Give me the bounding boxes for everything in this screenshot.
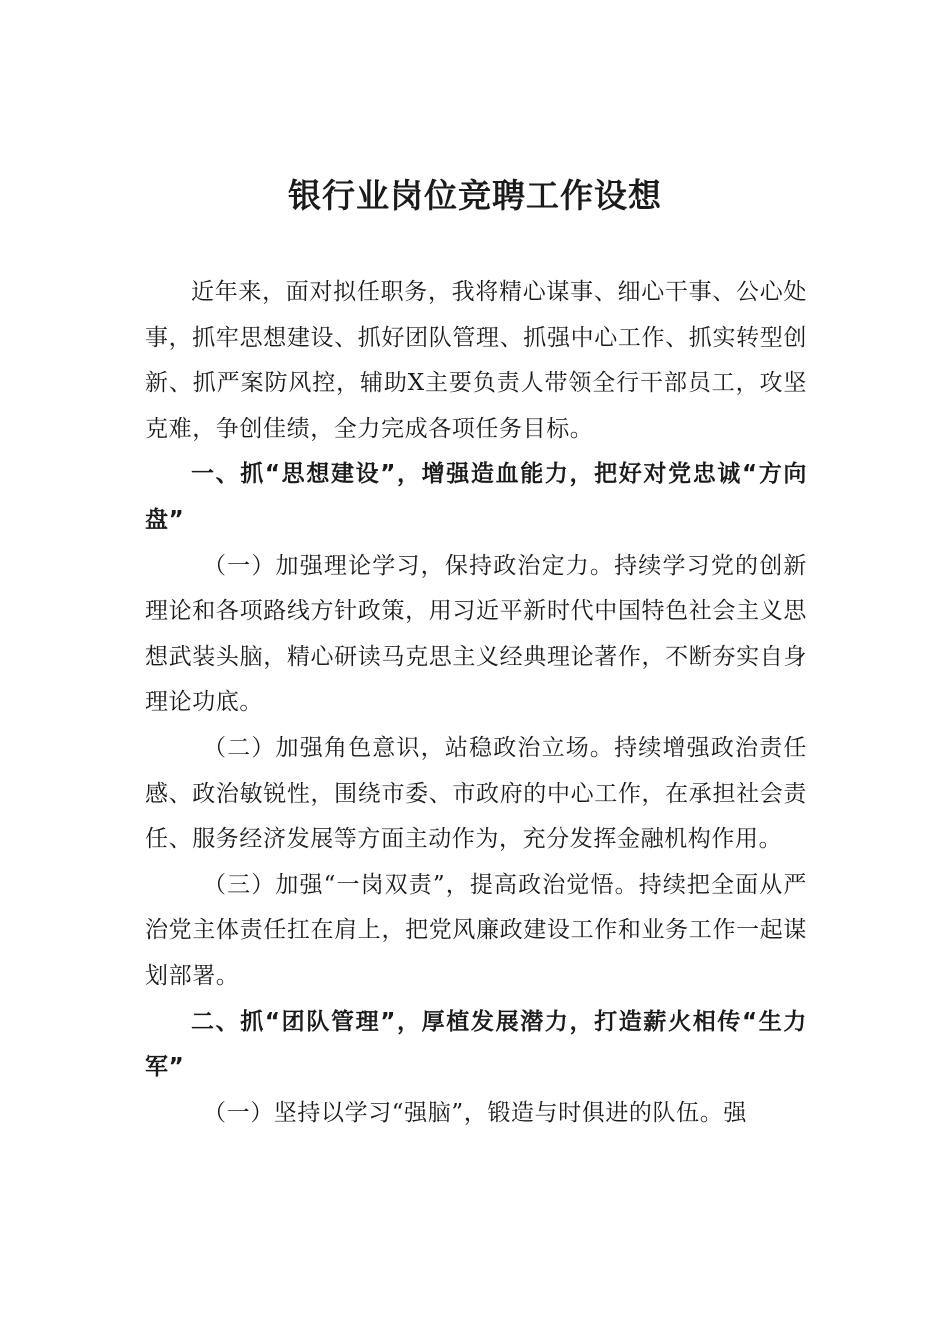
subsection-paragraph-2-1: （一）坚持以学习“强脑”，锻造与时俱进的队伍。强 xyxy=(203,1099,747,1126)
document-body xyxy=(145,270,807,1136)
subsection-paragraph-1-2: （二）加强角色意识，站稳政治立场。持续增强政治责任感、政治敏锐性，围绕市委、市政府的中心工作，在承担社会责任、服务经济发展等方面主动作为，充分发挥金融机构作用。 xyxy=(145,734,807,853)
section-heading-1: 一、抓“思想建设”，增强造血能力，把好对党忠诚“方向盘” xyxy=(145,461,807,533)
subsection-paragraph-1-1: （一）加强理论学习，保持政治定力。持续学习党的创新理论和各项路线方针政策，用习近平新时代中国特色社会主义思想武装头脑，精心研读马克思主义经典理论著作，不断夯实自身理论功底。 xyxy=(145,552,807,716)
subsection-paragraph-1-3: （三）加强“一岗双责”，提高政治觉悟。持续把全面从严治党主体责任扛在肩上，把党风廉政建设工作和业务工作一起谋划部署。 xyxy=(145,871,807,989)
section-heading-2: 二、抓“团队管理”，厚植发展潜力，打造薪火相传“生力军” xyxy=(145,1008,807,1081)
intro-paragraph: 近年来，面对拟任职务，我将精心谋事、细心干事、公心处事，抓牢思想建设、抓好团队管理、抓强中心工作、抓实转型创新、抓严案防风控，辅助X主要负责人带领全行干部员工，攻坚克难，争创佳绩，全力完成各项任务目标。 xyxy=(145,279,807,442)
document-title: 银行业岗位竞聘工作设想 xyxy=(288,176,662,215)
